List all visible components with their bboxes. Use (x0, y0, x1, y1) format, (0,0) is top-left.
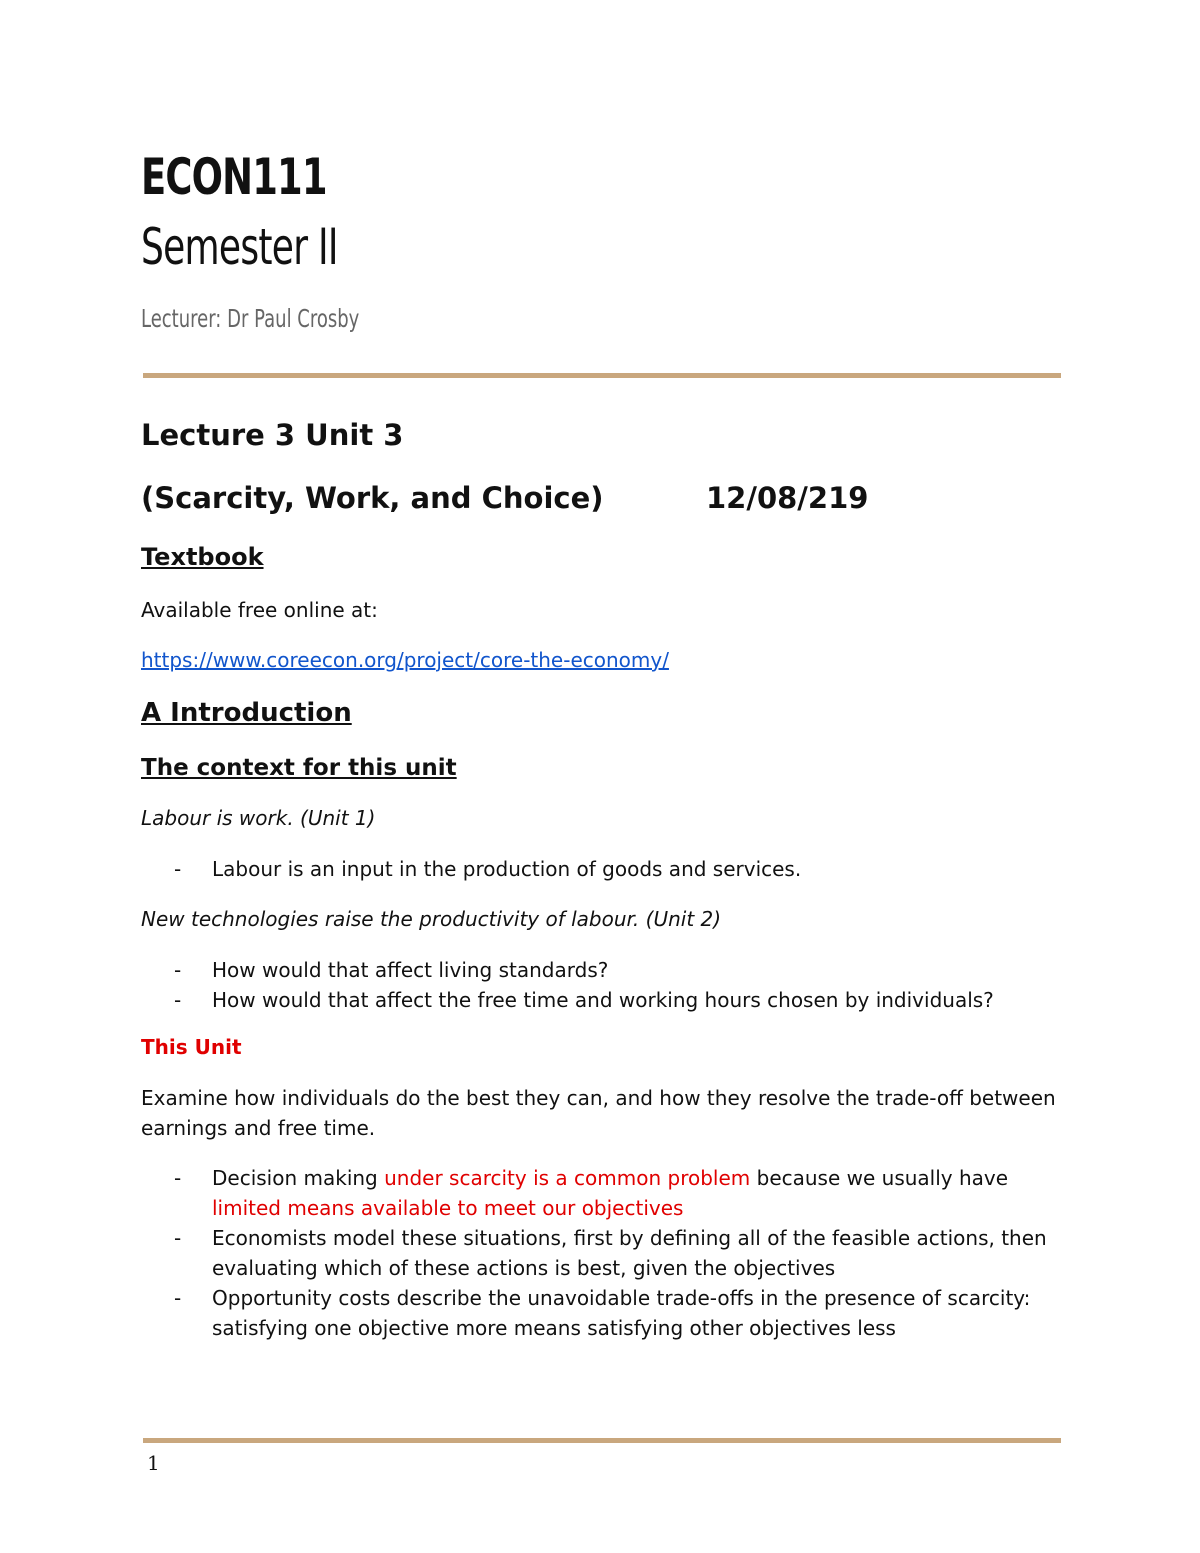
unit1-statement: Labour is work. (Unit 1) (141, 806, 376, 830)
page-number: 1 (147, 1451, 160, 1475)
bottom-divider (143, 1438, 1061, 1443)
section-a-heading: A Introduction (141, 698, 352, 728)
unit1-bullets (141, 854, 1061, 884)
course-code: ECON111 (141, 148, 327, 206)
list-item: - How would that affect the free time and working hours chosen by individuals? (174, 988, 994, 1012)
unit2-statement: New technologies raise the productivity of labour. (Unit 2) (141, 907, 722, 931)
list-item: - Opportunity costs describe the unavoidable trade-offs in the presence of scarcity: satisfying one objective more means satisfying other objectives less (174, 1286, 1031, 1340)
unit2-bullets (141, 955, 1061, 1015)
this-unit-bullets (141, 1163, 1061, 1343)
lecture-title: Lecture 3 Unit 3 (141, 418, 404, 452)
list-item: - How would that affect living standards? (174, 958, 609, 982)
list-item: - Decision making under scarcity is a common problem because we usually have limited means available to meet our objectives (174, 1166, 1009, 1220)
context-subheading: The context for this unit (141, 755, 457, 781)
textbook-text: Available free online at: (141, 598, 378, 622)
semester-title: Semester II (141, 218, 338, 276)
lecture-subtitle-row (141, 481, 1061, 515)
this-unit-text: Examine how individuals do the best they can, and how they resolve the trade-off between earnings and free time. (141, 1086, 1056, 1140)
lecturer-name: Lecturer: Dr Paul Crosby (141, 304, 360, 333)
lecture-subtitle: (Scarcity, Work, and Choice) (141, 481, 604, 515)
list-item: - Economists model these situations, first by defining all of the feasible actions, then evaluating which of these actions is best, given the objectives (174, 1226, 1047, 1280)
this-unit-heading: This Unit (141, 1035, 242, 1059)
textbook-heading: Textbook (141, 543, 264, 571)
textbook-link[interactable]: https://www.coreecon.org/project/core-the-economy/ (141, 648, 669, 672)
top-divider (143, 373, 1061, 378)
lecture-date: 12/08/219 (706, 481, 869, 515)
list-item: - Labour is an input in the production of goods and services. (174, 857, 802, 881)
